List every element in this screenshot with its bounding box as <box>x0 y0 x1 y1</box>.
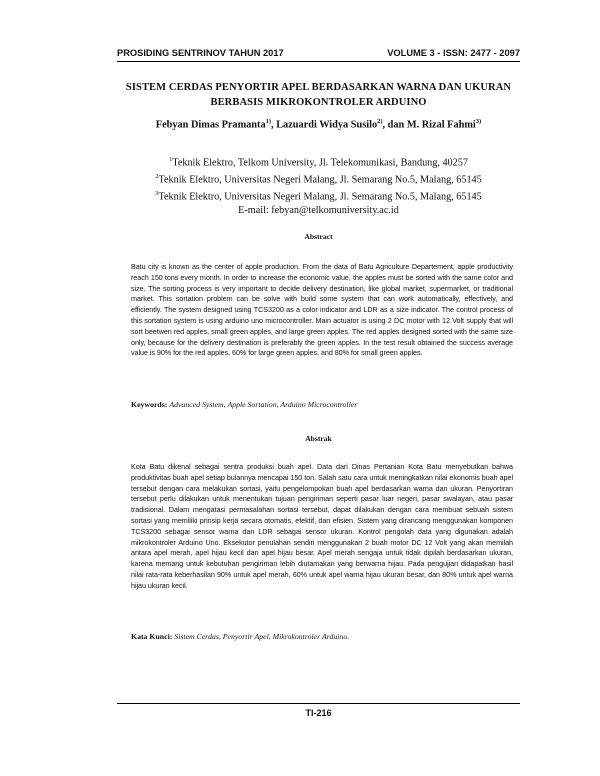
abstrak-body: Kota Batu dikenal sebagai sentra produksi buah apel. Data dari Dinas Pertanian Kota Batu menyebutkan bahwa produktivitas buah apel setiap bulannya mencapai 150 ton. Salah satu cara untuk meningkatkan nilai ekonomis buah apel tersebut dengan cara melakukan sortasi, yaitu pengelompokan buah apel berdasarkan warna dan ukuran. Penyortiran tersebut perlu dilakukan untuk menentukan tujuan pengiriman seperti pasar luar negeri, pasar swalayan, atau pasar tradisional. Dalam mengatasi permasalahan sortasi tersebut, dapat dilakukan dengan cara membuat sebuah sistem sortasi yang memiliki prinsip kerja secara otomatis, efektif, dan efisien. Sistem yang dirancang menggunakan komponen TCS3200 sebagai sensor warna dan LDR sebagai sensor ukuran. Kontrol pengolah data yang digunakan adalah mikrokontroler Arduino Uno. Eksekutor penulahan sendiri menggunakan 2 buah motor DC 12 Volt yang akan memilah antara apel merah, apel hijau kecil dan apel hijau besar. Apel merah sengaja untuk tidak dipilah berdasarkan ukuran, karena memang untuk kebutuhan pengiriman lebih diutamakan yang berwarna hijau. Pada pengujian didapatkan hasil nilai rata-rata keberhasilan 90% untuk apel merah, 60% untuk apel warna hijau ukuran besar, dan 80% untuk apel warna hijau ukuran kecil. <box>131 462 513 590</box>
author-email: E-mail: febyan@telkomuniversity.ac.id <box>238 204 399 216</box>
abstract-heading: Abstract <box>304 232 333 241</box>
keywords-text: Advanced System, Apple Sortation, Arduino Microcontroller <box>169 400 358 409</box>
affiliation-text: Teknik Elektro, Universitas Negeri Malang, Jl. Semarang No.5, Malang, 65145 <box>158 191 482 203</box>
affiliation-mark: 2 <box>155 172 159 180</box>
kata-kunci-label: Kata Kunci: <box>131 632 173 641</box>
abstract-body: Batu city is known as the center of apple production. From the data of Batu Agriculture Departement, apple productivity reach 150 tons every month. In order to increase the economic value, the apples must be sorted with the same color and size. The sorting process is very important to decide delivery destination, like global market, supermarket, or traditional market. This sortation problem can be solve with build some system that can work automatically, effectively, and efficiently. The system designed using TCS3200 as a color indicator and LDR as a size indicator. The control process of this sortation system is using arduino uno microcontroller. Main actuator is using 2 DC motor with 12 Volt supply that will sort beetwen red apples, small green apples, and large green apples. The red apples designed sorted with the same size only, because for the delivery destination is preferably the green apples. In the test result obtained the success average value is 90% for the red apples, 60% for large green apples, and 80% for small green apples. <box>131 262 513 358</box>
kata-kunci-text: Sistem Cerdas, Penyortir Apel, Mikrokontroler Arduino. <box>174 632 350 641</box>
author-separator: , <box>271 119 277 131</box>
paper-title: SISTEM CERDAS PENYORTIR APEL BERDASARKAN WARNA DAN UKURAN BERBASIS MIKROKONTROLER ARDUINO <box>125 82 512 108</box>
abstrak-heading: Abstrak <box>305 434 332 443</box>
kata-kunci <box>131 632 513 641</box>
author-name: Lazuardi Widya Susilo <box>276 119 378 131</box>
author-affil-mark: 2) <box>377 118 383 125</box>
author-name: Febyan Dimas Pramanta <box>155 119 266 131</box>
running-header <box>117 48 520 62</box>
affiliation-text: Teknik Elektro, Universitas Negeri Malang, Jl. Semarang No.5, Malang, 65145 <box>158 174 482 186</box>
header-rule <box>117 61 520 62</box>
author-affil-mark: 3) <box>475 118 482 125</box>
affiliation-mark: 1 <box>169 156 173 163</box>
author-affil-mark: 1) <box>265 118 272 125</box>
footer-rule <box>117 703 520 704</box>
volume-issn: VOLUME 3 - ISSN: 2477 - 2097 <box>387 48 520 58</box>
affiliation-text: Teknik Elektro, Telkom University, Jl. Telekomunikasi, Bandung, 40257 <box>172 157 468 169</box>
affiliations <box>117 153 520 217</box>
page-number: TI-216 <box>305 708 332 718</box>
keywords-label: Keywords: <box>131 400 168 409</box>
author-name: M. Rizal Fahmi <box>406 119 476 131</box>
proceedings-name: PROSIDING SENTRINOV TAHUN 2017 <box>117 48 284 58</box>
keywords <box>131 400 513 409</box>
affiliation-line <box>117 170 520 187</box>
affiliation-mark: 3 <box>155 189 159 197</box>
affiliation-line <box>117 153 520 170</box>
author-list <box>117 118 520 130</box>
affiliation-line <box>117 187 520 204</box>
author-separator: , dan <box>382 119 407 131</box>
